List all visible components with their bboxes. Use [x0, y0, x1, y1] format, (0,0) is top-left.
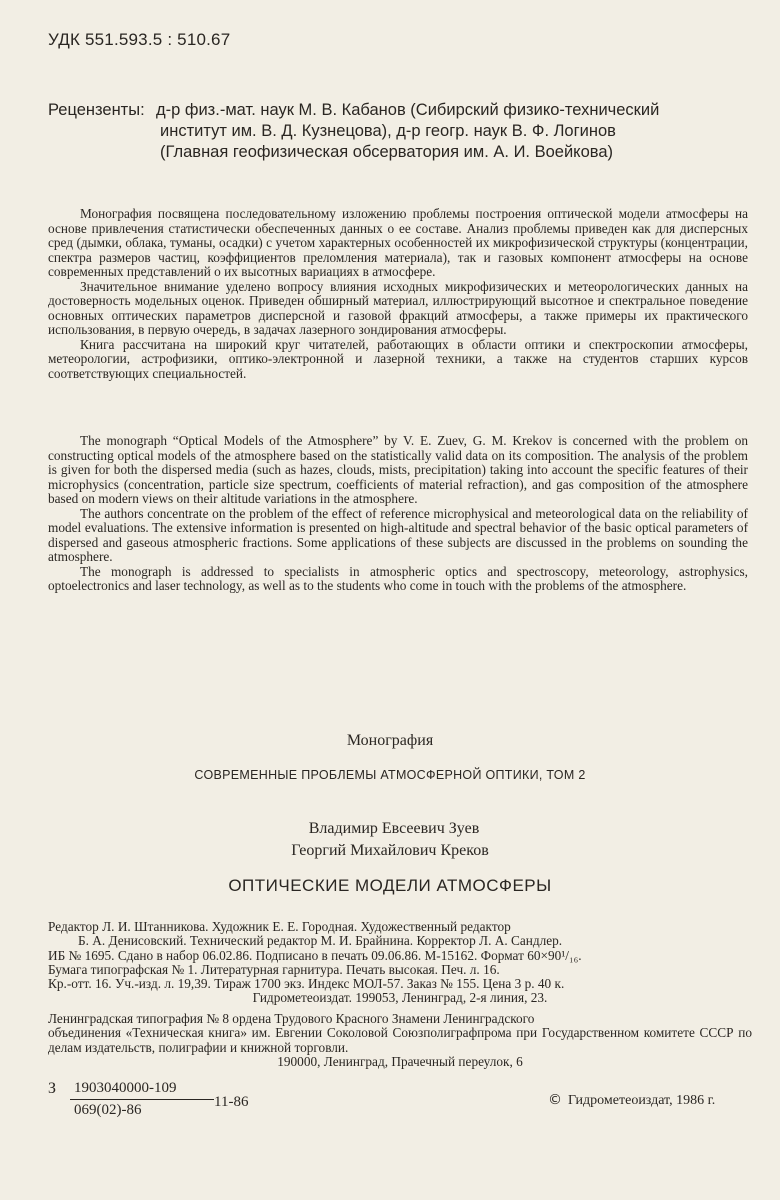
imprint-line: Б. А. Денисовский. Технический редактор М. И. Брайнина. Корректор Л. А. Сандлер. [78, 933, 563, 949]
abstract-en-paragraph: The authors concentrate on the problem of the effect of reference microphysical and meteorological data on the reliability of model evaluations. The extensive information is presented on high-altitude and spectral behavior of the basic optical parameters of dispersed and gaseous atmospheric fractions. Some applications of these subjects are discussed in the problems on sounding the atmosphere. [48, 505, 748, 564]
abstract-english [48, 434, 748, 594]
reviewers-block [48, 100, 748, 163]
publication-details [48, 920, 752, 1006]
abstract-en-paragraph: The monograph “Optical Models of the Atmosphere” by V. E. Zuev, G. M. Krekov is concerned with the problem on constructing optical models of the atmosphere based on the statistically valid data on its composition. The analysis of the problem is given for both the dispersed media (such as hazes, clouds, mists, precipitation) taking into account the specific features of their microphysics (concentration, particle size spectrum, coefficients of material refraction), and gas composition of the atmosphere based on modern views on their altitude variations in the atmosphere. [48, 433, 748, 506]
imprint-line: Гидрометеоиздат. 199053, Ленинград, 2-я линия, 23. [252, 990, 548, 1006]
price-code-denominator: 069(02)-86 [74, 1102, 142, 1118]
price-code-numerator: 1903040000-109 [70, 1080, 214, 1100]
udk-code: УДК 551.593.5 : 510.67 [48, 30, 231, 49]
abstract-ru-paragraph: Значительное внимание уделено вопросу влияния исходных микрофизических и метеорологических данных на достоверность модельных оценок. Приведен обширный материал, иллюстрирующий высотное и спектральное поведение основных оптических параметров дисперсной и газовой фракций атмосферы, а также примеры их практического использования, в первую очередь, в задачах лазерного зондирования атмосферы. [48, 278, 748, 337]
copyright-notice [548, 1092, 715, 1109]
printer-line: объединения «Техническая книга» им. Евгении Соколовой Союзполиграфпрома при Государственном комитете СССР по делам издательств, полиграфии и книжной торговли. [48, 1025, 752, 1055]
genre-label: Монография [346, 732, 434, 749]
reviewers-line-3: (Главная геофизическая обсерватория им. А. И. Воейкова) [160, 143, 614, 161]
book-title: ОПТИЧЕСКИЕ МОДЕЛИ АТМОСФЕРЫ [228, 876, 552, 895]
author-name: Владимир Евсеевич Зуев [308, 820, 480, 837]
abstract-en-paragraph: The monograph is addressed to specialists in atmospheric optics and spectroscopy, meteorology, astrophysics, optoelectronics and laser technology, as well as to the students who come in touch with the problems of the atmosphere. [48, 563, 748, 593]
copyright-text: Гидрометеоиздат, 1986 г. [568, 1093, 716, 1108]
imprint-line: Бумага типографская № 1. Литературная гарнитура. Печать высокая. Печ. л. 16. [48, 961, 500, 977]
reviewers-line-2: институт им. В. Д. Кузнецова), д-р геогр. наук В. Ф. Логинов [160, 122, 616, 140]
reviewers-label: Рецензенты: [48, 101, 145, 119]
imprint-line: ИБ № 1695. Сдано в набор 06.02.86. Подписано в печать 09.06.86. М-15162. Формат 60×90¹/₁₆. [48, 947, 582, 963]
printer-line: 190000, Ленинград, Прачечный переулок, 6 [277, 1053, 523, 1069]
reviewers-line-1: д-р физ.-мат. наук М. В. Кабанов (Сибирский физико-технический [156, 101, 660, 119]
printer-line: Ленинградская типография № 8 ордена Трудового Красного Знамени Ленинградского [48, 1011, 535, 1026]
abstract-ru-paragraph: Монография посвящена последовательному изложению проблемы построения оптической модели атмосферы на основе привлечения статистически обеспеченных данных о ее составе. Анализ проблемы приведен как для дисперсных сред (дымки, облака, туманы, осадки) с учетом характерных особенностей их микрофизической структуры (концентрации, спектра размеров частиц, коэффициентов преломления материала), так и газовых компонент атмосферы на основе современных представлений о их высотных вариациях в атмосфере. [48, 206, 748, 279]
printer-details [48, 1012, 752, 1069]
series-title: СОВРЕМЕННЫЕ ПРОБЛЕМЫ АТМОСФЕРНОЙ ОПТИКИ, ТОМ 2 [194, 768, 586, 782]
copyright-icon: © [548, 1092, 562, 1108]
author-name: Георгий Михайлович Креков [291, 842, 489, 859]
price-code-letter: З [48, 1080, 57, 1097]
imprint-line: Редактор Л. И. Штанникова. Художник Е. Е. Городная. Художественный редактор [48, 919, 511, 934]
abstract-ru-paragraph: Книга рассчитана на широкий круг читателей, работающих в области оптики и спектроскопии атмосферы, метеорологии, астрофизики, оптико-электронной и лазерной техники, а также на студентов старших курсов соответствующих специальностей. [48, 336, 748, 381]
abstract-russian [48, 207, 748, 381]
price-code-date: 11-86 [214, 1094, 249, 1110]
imprint-line: Кр.-отт. 16. Уч.-изд. л. 19,39. Тираж 1700 экз. Индекс МОЛ-57. Заказ № 155. Цена 3 р. 40 к. [48, 976, 565, 992]
price-code-fraction [70, 1080, 214, 1119]
